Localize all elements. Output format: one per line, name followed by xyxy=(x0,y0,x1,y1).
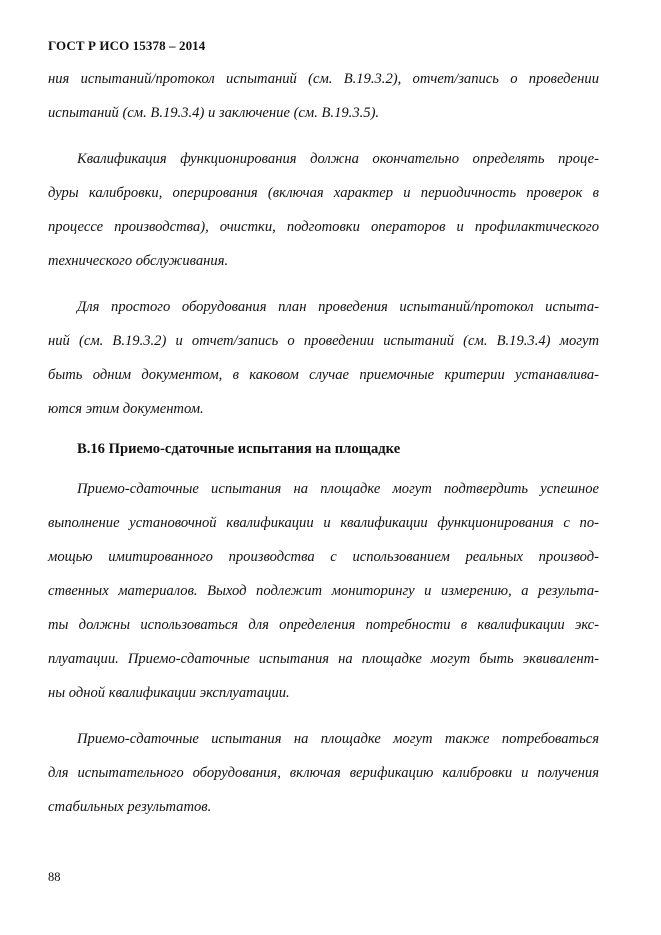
paragraph-site-acceptance-tests xyxy=(48,472,599,710)
page-number: 88 xyxy=(48,870,61,884)
document-header: ГОСТ Р ИСО 15378 – 2014 xyxy=(48,38,206,53)
text-line: выполнение установочной квалификации и квалификации функционирования с по- xyxy=(48,515,599,531)
text-line: мощью имитированного производства с использованием реальных производ- xyxy=(48,549,599,565)
text-line: Для простого оборудования план проведения испытаний/протокол испыта- xyxy=(77,299,599,315)
text-line: Приемо-сдаточные испытания на площадке могут подтвердить успешное xyxy=(77,481,599,497)
text-line: стабильных результатов. xyxy=(48,799,212,815)
text-line: Приемо-сдаточные испытания на площадке могут также потребоваться xyxy=(77,731,599,747)
section-heading: В.16 Приемо-сдаточные испытания на площадке xyxy=(77,441,401,457)
text-line: испытаний (см. В.19.3.4) и заключение (см. В.19.3.5). xyxy=(48,105,380,121)
page-body xyxy=(48,62,599,836)
text-line: процессе производства), очистки, подготовки операторов и профилактического xyxy=(48,219,599,235)
text-line: технического обслуживания. xyxy=(48,253,229,269)
text-line: ственных материалов. Выход подлежит мониторингу и измерению, а результа- xyxy=(48,583,599,599)
text-line: ются этим документом. xyxy=(48,401,204,417)
paragraph-continuation xyxy=(48,62,599,130)
text-line: ний (см. В.19.3.2) и отчет/запись о проведении испытаний (см. В.19.3.4) могут xyxy=(48,333,599,349)
paragraph-operational-qualification xyxy=(48,142,599,278)
text-line: быть одним документом, в каковом случае приемочные критерии устанавлива- xyxy=(48,367,599,383)
paragraph-test-equipment xyxy=(48,722,599,824)
text-line: ния испытаний/протокол испытаний (см. В.19.3.2), отчет/запись о проведении xyxy=(48,71,599,87)
text-line: плуатации. Приемо-сдаточные испытания на площадке могут быть эквивалент- xyxy=(48,651,599,667)
paragraph-simple-equipment xyxy=(48,290,599,426)
text-line: для испытательного оборудования, включая верификацию калибровки и получения xyxy=(48,765,599,781)
text-line: ны одной квалификации эксплуатации. xyxy=(48,685,290,701)
text-line: дуры калибровки, оперирования (включая характер и периодичность проверок в xyxy=(48,185,599,201)
text-line: Квалификация функционирования должна окончательно определять проце- xyxy=(77,151,599,167)
text-line: ты должны использоваться для определения потребности в квалификации экс- xyxy=(48,617,599,633)
